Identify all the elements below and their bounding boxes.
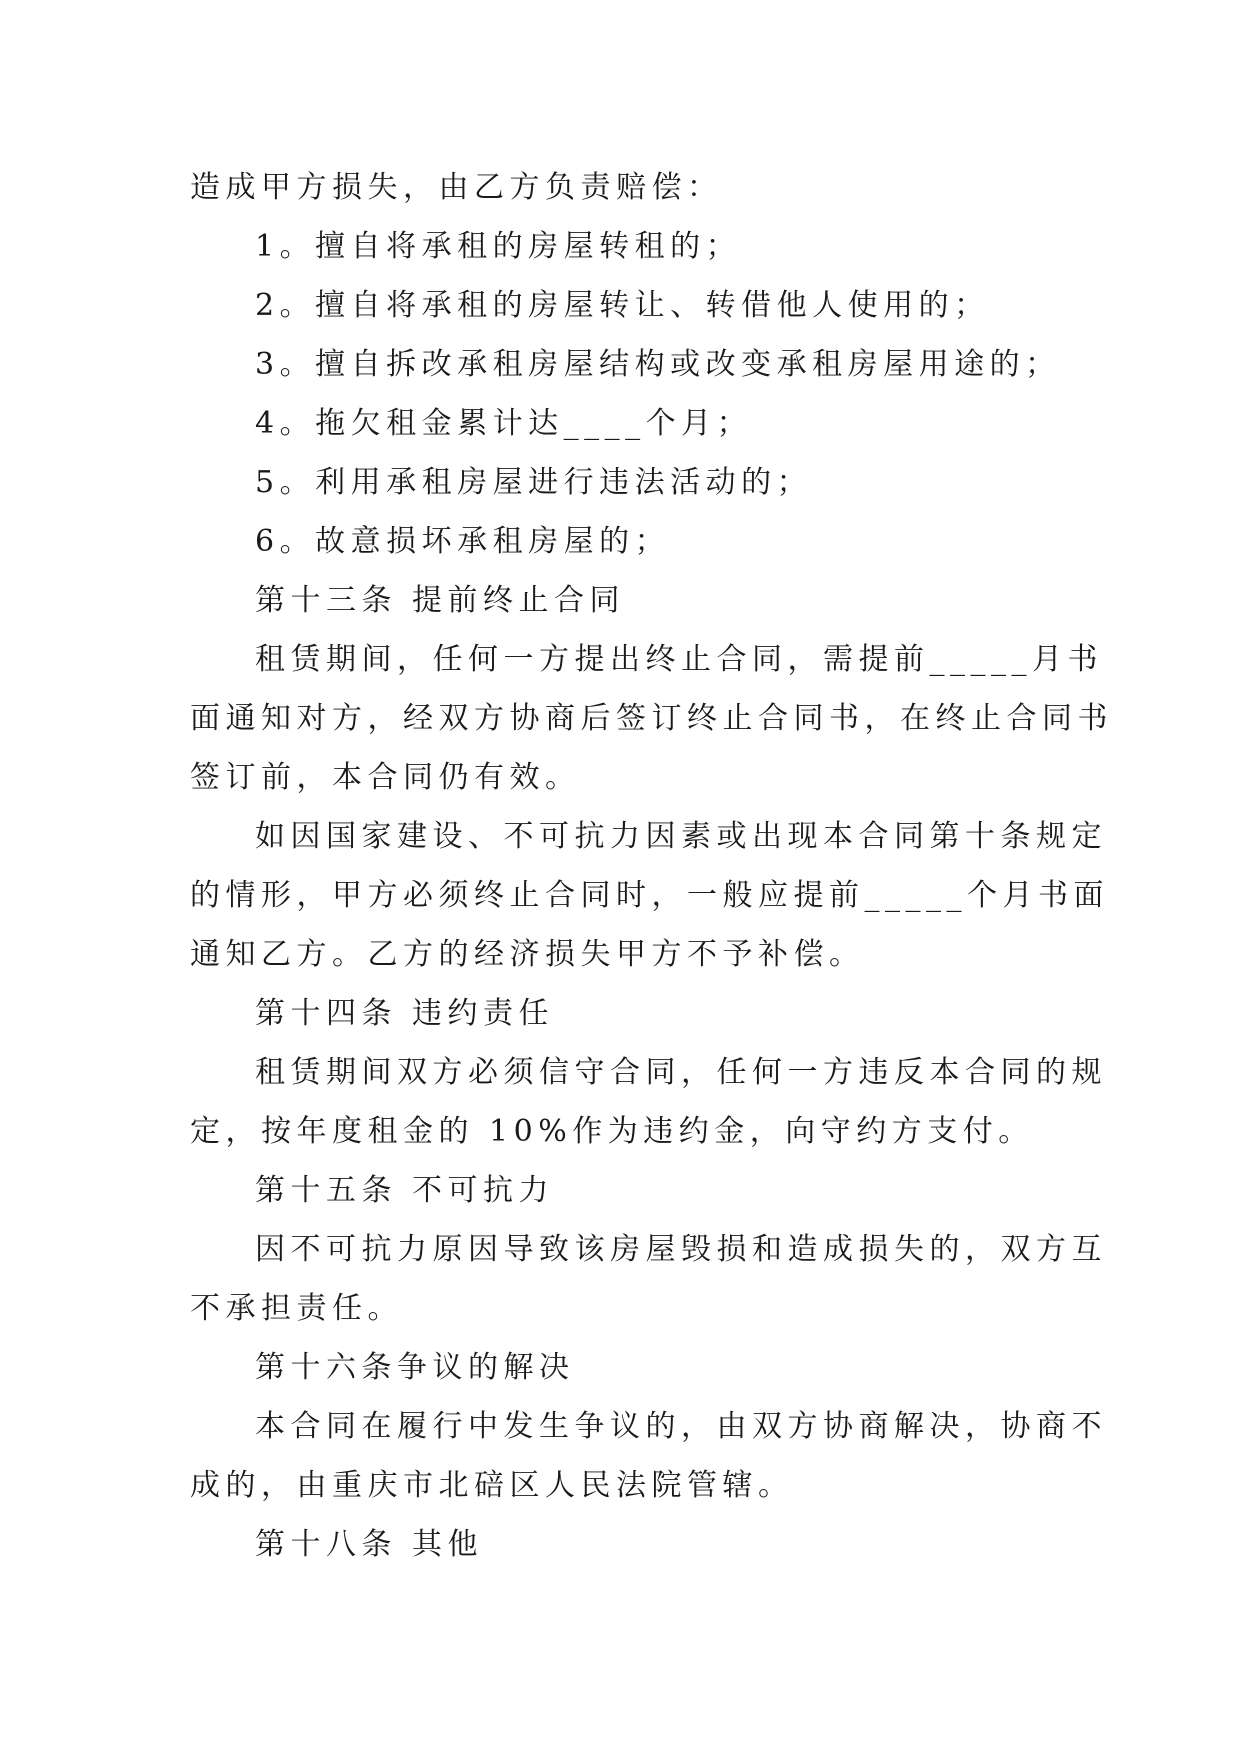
section-heading: 第十三条 提前终止合同 <box>255 583 626 618</box>
paragraph-line: 成的，由重庆市北碚区人民法院管辖。 <box>190 1468 794 1503</box>
section-heading: 第十五条 不可抗力 <box>255 1173 555 1208</box>
paragraph-line: 因不可抗力原因导致该房屋毁损和造成损失的，双方互 <box>255 1232 1107 1267</box>
list-item: 5。利用承租房屋进行违法活动的； <box>255 465 813 500</box>
paragraph-line: 通知乙方。乙方的经济损失甲方不予补偿。 <box>190 937 865 972</box>
paragraph-line: 如因国家建设、不可抗力因素或出现本合同第十条规定 <box>255 819 1107 854</box>
list-item: 6。故意损坏承租房屋的； <box>255 524 671 559</box>
list-item: 1。擅自将承租的房屋转租的； <box>255 229 742 264</box>
paragraph-line: 定，按年度租金的 10%作为违约金，向守约方支付。 <box>190 1114 1034 1149</box>
section-heading: 第十六条争议的解决 <box>255 1350 575 1385</box>
paragraph-line: 租赁期间双方必须信守合同，任何一方违反本合同的规 <box>255 1055 1107 1090</box>
section-heading: 第十四条 违约责任 <box>255 996 555 1031</box>
list-item: 3。擅自拆改承租房屋结构或改变承租房屋用途的； <box>255 347 1061 382</box>
paragraph-line: 租赁期间，任何一方提出终止合同，需提前_____月书 <box>255 642 1103 677</box>
section-heading: 第十八条 其他 <box>255 1527 484 1562</box>
paragraph-line: 面通知对方，经双方协商后签订终止合同书，在终止合同书 <box>190 701 1113 736</box>
paragraph-line: 造成甲方损失，由乙方负责赔偿： <box>190 170 723 205</box>
paragraph-line: 本合同在履行中发生争议的，由双方协商解决，协商不 <box>255 1409 1107 1444</box>
paragraph-line: 签订前，本合同仍有效。 <box>190 760 581 795</box>
list-item: 4。拖欠租金累计达____个月； <box>255 406 753 441</box>
paragraph-line: 不承担责任。 <box>190 1291 403 1326</box>
list-item: 2。擅自将承租的房屋转让、转借他人使用的； <box>255 288 990 323</box>
paragraph-line: 的情形，甲方必须终止合同时，一般应提前_____个月书面 <box>190 878 1109 913</box>
